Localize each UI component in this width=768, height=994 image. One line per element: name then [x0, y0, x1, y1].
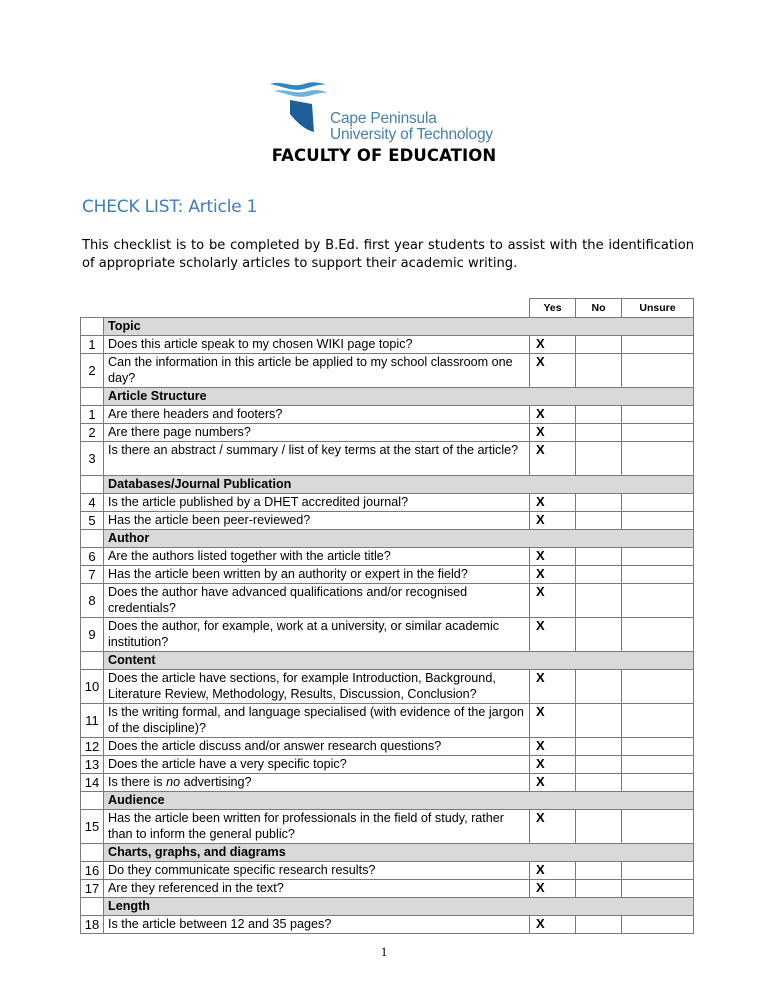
item-question: [104, 774, 530, 792]
item-number: 9: [81, 618, 104, 652]
unsure-checkbox-cell[interactable]: [622, 354, 694, 388]
no-checkbox-cell[interactable]: [576, 880, 622, 898]
question-text-post: advertising?: [180, 775, 252, 789]
table-row: [81, 442, 694, 476]
item-question: Are they referenced in the text?: [104, 880, 530, 898]
yes-checkbox-cell[interactable]: X: [530, 810, 576, 844]
unsure-checkbox-cell[interactable]: [622, 880, 694, 898]
table-row: [81, 774, 694, 792]
section-heading: Topic: [104, 318, 694, 336]
item-question: Does this article speak to my chosen WIKI page topic?: [104, 336, 530, 354]
item-question: Is there an abstract / summary / list of key terms at the start of the article?: [104, 442, 530, 476]
unsure-checkbox-cell[interactable]: [622, 494, 694, 512]
yes-checkbox-cell[interactable]: X: [530, 406, 576, 424]
section-number-cell: [81, 388, 104, 406]
table-row: [81, 738, 694, 756]
no-checkbox-cell[interactable]: [576, 548, 622, 566]
yes-checkbox-cell[interactable]: X: [530, 424, 576, 442]
no-checkbox-cell[interactable]: [576, 336, 622, 354]
yes-checkbox-cell[interactable]: X: [530, 354, 576, 388]
yes-checkbox-cell[interactable]: X: [530, 862, 576, 880]
table-row: [81, 670, 694, 704]
table-row: [81, 354, 694, 388]
section-heading: Article Structure: [104, 388, 694, 406]
section-row: [81, 792, 694, 810]
item-number: 10: [81, 670, 104, 704]
table-header-row: [81, 299, 694, 318]
yes-checkbox-cell[interactable]: X: [530, 880, 576, 898]
table-row: [81, 916, 694, 934]
item-number: 4: [81, 494, 104, 512]
unsure-checkbox-cell[interactable]: [622, 670, 694, 704]
table-row: [81, 548, 694, 566]
unsure-checkbox-cell[interactable]: [622, 756, 694, 774]
section-number-cell: [81, 652, 104, 670]
item-number: 2: [81, 424, 104, 442]
item-question: Does the article have sections, for example Introduction, Background, Literature Review, Methodology, Results, Discussion, Conclusion?: [104, 670, 530, 704]
no-checkbox-cell[interactable]: [576, 756, 622, 774]
item-question: Are there page numbers?: [104, 424, 530, 442]
no-checkbox-cell[interactable]: [576, 618, 622, 652]
yes-checkbox-cell[interactable]: X: [530, 512, 576, 530]
item-question: Does the author have advanced qualifications and/or recognised credentials?: [104, 584, 530, 618]
no-checkbox-cell[interactable]: [576, 494, 622, 512]
no-checkbox-cell[interactable]: [576, 738, 622, 756]
page-number: 1: [380, 944, 388, 959]
item-question: Do they communicate specific research results?: [104, 862, 530, 880]
item-question: Is the article between 12 and 35 pages?: [104, 916, 530, 934]
section-number-cell: [81, 792, 104, 810]
section-row: [81, 652, 694, 670]
yes-checkbox-cell[interactable]: X: [530, 774, 576, 792]
table-row: [81, 862, 694, 880]
item-question: Has the article been peer-reviewed?: [104, 512, 530, 530]
unsure-checkbox-cell[interactable]: [622, 810, 694, 844]
item-number: 11: [81, 704, 104, 738]
table-row: [81, 566, 694, 584]
header-spacer: [81, 299, 530, 318]
item-question: Does the author, for example, work at a university, or similar academic institution?: [104, 618, 530, 652]
yes-checkbox-cell[interactable]: X: [530, 704, 576, 738]
item-question: Has the article been written by an authority or expert in the field?: [104, 566, 530, 584]
column-header-no: No: [576, 299, 622, 318]
no-checkbox-cell[interactable]: [576, 566, 622, 584]
item-number: 12: [81, 738, 104, 756]
checklist-table: [80, 298, 694, 934]
item-question: Can the information in this article be applied to my school classroom one day?: [104, 354, 530, 388]
item-number: 15: [81, 810, 104, 844]
table-row: [81, 336, 694, 354]
unsure-checkbox-cell[interactable]: [622, 704, 694, 738]
table-row: [81, 810, 694, 844]
item-number: 3: [81, 442, 104, 476]
unsure-checkbox-cell[interactable]: [622, 738, 694, 756]
table-row: [81, 756, 694, 774]
cput-logo: [268, 78, 500, 146]
item-question: Has the article been written for professionals in the field of study, rather than to inform the general public?: [104, 810, 530, 844]
no-checkbox-cell[interactable]: [576, 916, 622, 934]
item-number: 14: [81, 774, 104, 792]
table-row: [81, 494, 694, 512]
table-row: [81, 406, 694, 424]
unsure-checkbox-cell[interactable]: [622, 618, 694, 652]
item-number: 13: [81, 756, 104, 774]
item-number: 1: [81, 406, 104, 424]
section-row: [81, 476, 694, 494]
item-number: 1: [81, 336, 104, 354]
yes-checkbox-cell[interactable]: X: [530, 336, 576, 354]
column-header-unsure: Unsure: [622, 299, 694, 318]
item-question: Does the article discuss and/or answer research questions?: [104, 738, 530, 756]
section-row: [81, 898, 694, 916]
item-number: 2: [81, 354, 104, 388]
unsure-checkbox-cell[interactable]: [622, 424, 694, 442]
unsure-checkbox-cell[interactable]: [622, 512, 694, 530]
table-row: [81, 704, 694, 738]
section-heading: Charts, graphs, and diagrams: [104, 844, 694, 862]
unsure-checkbox-cell[interactable]: [622, 336, 694, 354]
table-row: [81, 618, 694, 652]
no-checkbox-cell[interactable]: [576, 406, 622, 424]
section-heading: Audience: [104, 792, 694, 810]
section-number-cell: [81, 844, 104, 862]
logo-text: [330, 111, 493, 143]
unsure-checkbox-cell[interactable]: [622, 406, 694, 424]
unsure-checkbox-cell[interactable]: [622, 548, 694, 566]
yes-checkbox-cell[interactable]: X: [530, 584, 576, 618]
section-number-cell: [81, 530, 104, 548]
unsure-checkbox-cell[interactable]: [622, 566, 694, 584]
logo-line-2: University of Technology: [330, 126, 493, 143]
yes-checkbox-cell[interactable]: X: [530, 548, 576, 566]
table-row: [81, 424, 694, 442]
page-title: CHECK LIST: Article 1: [82, 197, 258, 217]
question-text-emphasis: no: [166, 775, 181, 789]
no-checkbox-cell[interactable]: [576, 442, 622, 476]
cput-logo-mark-icon: [268, 78, 330, 138]
section-heading: Content: [104, 652, 694, 670]
item-question: Are there headers and footers?: [104, 406, 530, 424]
no-checkbox-cell[interactable]: [576, 512, 622, 530]
unsure-checkbox-cell[interactable]: [622, 774, 694, 792]
unsure-checkbox-cell[interactable]: [622, 916, 694, 934]
item-number: 16: [81, 862, 104, 880]
no-checkbox-cell[interactable]: [576, 774, 622, 792]
faculty-heading: FACULTY OF EDUCATION: [271, 146, 497, 165]
item-number: 18: [81, 916, 104, 934]
logo-line-1: Cape Peninsula: [330, 110, 437, 127]
question-text-pre: Is there is: [108, 775, 167, 789]
no-checkbox-cell[interactable]: [576, 354, 622, 388]
no-checkbox-cell[interactable]: [576, 810, 622, 844]
item-question: Does the article have a very specific topic?: [104, 756, 530, 774]
item-number: 5: [81, 512, 104, 530]
section-row: [81, 530, 694, 548]
unsure-checkbox-cell[interactable]: [622, 442, 694, 476]
yes-checkbox-cell[interactable]: X: [530, 494, 576, 512]
section-number-cell: [81, 898, 104, 916]
yes-checkbox-cell[interactable]: X: [530, 916, 576, 934]
yes-checkbox-cell[interactable]: X: [530, 738, 576, 756]
yes-checkbox-cell[interactable]: X: [530, 670, 576, 704]
section-number-cell: [81, 476, 104, 494]
unsure-checkbox-cell[interactable]: [622, 862, 694, 880]
item-number: 7: [81, 566, 104, 584]
no-checkbox-cell[interactable]: [576, 862, 622, 880]
no-checkbox-cell[interactable]: [576, 424, 622, 442]
table-row: [81, 512, 694, 530]
section-number-cell: [81, 318, 104, 336]
section-heading: Databases/Journal Publication: [104, 476, 694, 494]
section-heading: Author: [104, 530, 694, 548]
column-header-yes: Yes: [530, 299, 576, 318]
item-question: Is the article published by a DHET accredited journal?: [104, 494, 530, 512]
yes-checkbox-cell[interactable]: X: [530, 442, 576, 476]
item-number: 8: [81, 584, 104, 618]
item-number: 17: [81, 880, 104, 898]
item-question: Are the authors listed together with the article title?: [104, 548, 530, 566]
yes-checkbox-cell[interactable]: X: [530, 618, 576, 652]
no-checkbox-cell[interactable]: [576, 584, 622, 618]
item-number: 6: [81, 548, 104, 566]
table-row: [81, 880, 694, 898]
no-checkbox-cell[interactable]: [576, 704, 622, 738]
unsure-checkbox-cell[interactable]: [622, 584, 694, 618]
yes-checkbox-cell[interactable]: X: [530, 566, 576, 584]
section-heading: Length: [104, 898, 694, 916]
intro-paragraph: This checklist is to be completed by B.Ed. first year students to assist with the identification of appropriate scholarly articles to support their academic writing.: [82, 238, 694, 271]
section-row: [81, 388, 694, 406]
table-row: [81, 584, 694, 618]
section-row: [81, 844, 694, 862]
item-question: Is the writing formal, and language specialised (with evidence of the jargon of the discipline)?: [104, 704, 530, 738]
yes-checkbox-cell[interactable]: X: [530, 756, 576, 774]
section-row: [81, 318, 694, 336]
no-checkbox-cell[interactable]: [576, 670, 622, 704]
